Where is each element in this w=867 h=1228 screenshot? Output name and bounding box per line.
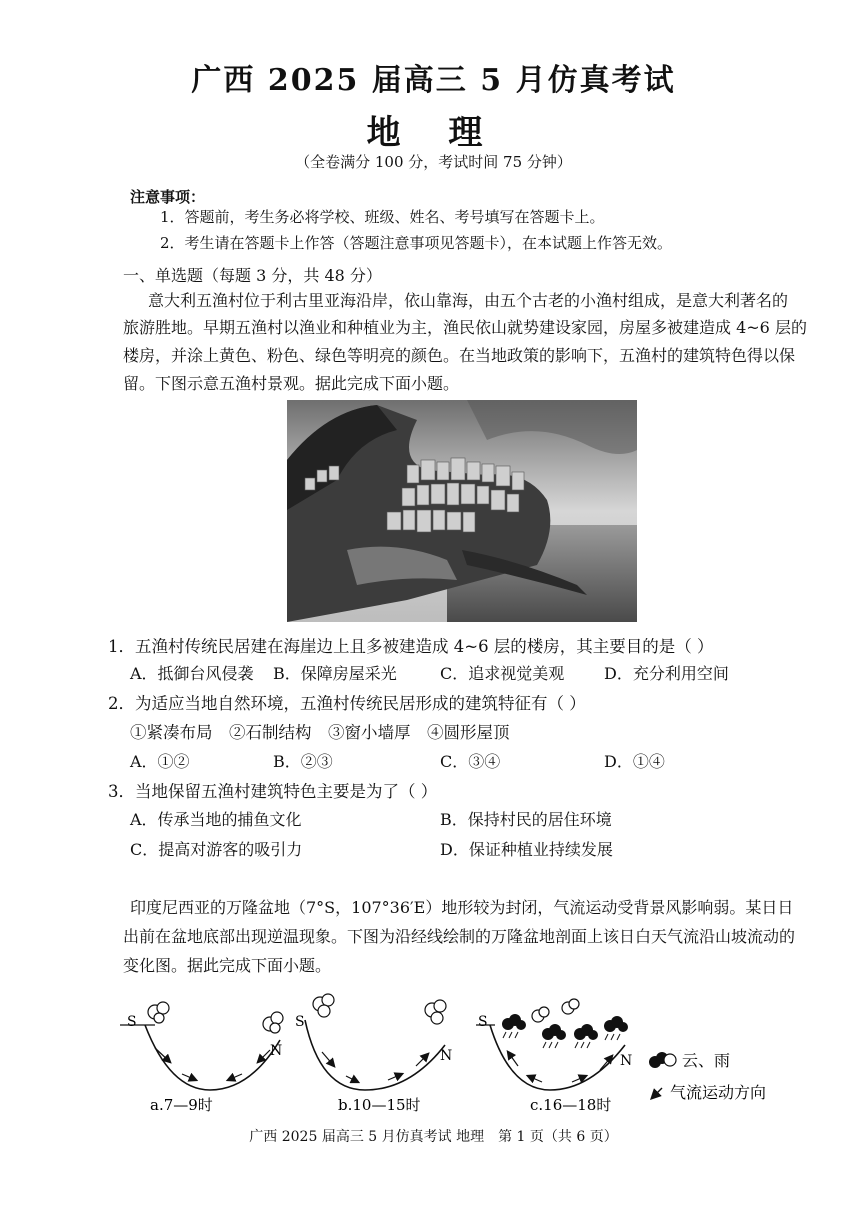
passage2-line-3: 变化图。据此完成下面小题。 <box>123 956 332 975</box>
cloud-rain-legend-icon <box>649 1052 676 1068</box>
north-label-a: N <box>270 1043 283 1059</box>
south-label-b: S <box>295 1014 305 1030</box>
cloud-icon <box>532 999 579 1022</box>
q3-option-d[interactable]: D．保证种植业持续发展 <box>440 840 613 859</box>
notice-item-2: 2．考生请在答题卡上作答（答题注意事项见答题卡），在本试题上作答无效。 <box>160 234 673 252</box>
landscape-illustration <box>287 400 637 622</box>
passage2-line-2: 出前在盆地底部出现逆温现象。下图为沿经线绘制的万隆盆地剖面上该日白天气流沿山坡流动的 <box>123 927 796 946</box>
cloud-icon <box>313 994 446 1024</box>
q3-option-c[interactable]: C．提高对游客的吸引力 <box>130 840 303 859</box>
question-1-stem: 1．五渔村传统民居建在海崖边上且多被建造成 4~6 层的楼房，其主要目的是（ ） <box>108 637 714 656</box>
panel-c <box>476 999 632 1114</box>
q3-option-b[interactable]: B．保持村民的居住环境 <box>440 810 612 829</box>
passage-line-1: 意大利五渔村位于利古里亚海沿岸，依山靠海，由五个古老的小渔村组成，是意大利著名的 <box>148 291 789 310</box>
passage-line-2: 旅游胜地。早期五渔村以渔业和种植业为主，渔民依山就势建设家园，房屋多被建造成 4~6 层的 <box>123 318 807 337</box>
q1-option-c[interactable]: C．追求视觉美观 <box>440 664 565 683</box>
north-label-b: N <box>440 1048 453 1064</box>
page-footer: 广西 2025 届高三 5 月仿真考试 地理 第 1 页（共 6 页） <box>249 1129 618 1145</box>
panel-a-caption: a.7—9时 <box>150 1096 213 1114</box>
q1-option-b[interactable]: B．保障房屋采光 <box>273 664 397 683</box>
q3-option-a[interactable]: A．传承当地的捕鱼文化 <box>130 810 302 829</box>
exam-title: 广西 2025 届高三 5 月仿真考试 <box>191 63 676 98</box>
airflow-diagram <box>110 990 810 1115</box>
panel-a <box>120 1002 283 1114</box>
legend <box>649 1051 766 1102</box>
cinque-terre-photo <box>287 400 637 622</box>
legend-cloud-rain-label: 云、雨 <box>682 1051 731 1070</box>
passage2-line-1: 印度尼西亚的万隆盆地（7°S，107°36′E）地形较为封闭，气流运动受背景风影响弱。某日日 <box>130 898 794 917</box>
legend-airflow-label: 气流运动方向 <box>670 1083 767 1102</box>
passage-line-4: 留。下图示意五渔村景观。据此完成下面小题。 <box>123 374 460 393</box>
q2-features: ①紧凑布局 ②石制结构 ③窗小墙厚 ④圆形屋顶 <box>130 723 510 742</box>
q1-option-d[interactable]: D．充分利用空间 <box>604 664 729 683</box>
q2-option-b[interactable]: B．②③ <box>273 752 333 771</box>
q2-option-a[interactable]: A．①② <box>130 752 190 771</box>
notice-heading: 注意事项： <box>130 188 206 206</box>
subject-title: 地 理 <box>366 113 501 153</box>
arrow-icon <box>652 1088 662 1098</box>
panel-c-caption: c.16—18时 <box>530 1096 612 1114</box>
north-label-c: N <box>620 1053 633 1069</box>
q1-option-a[interactable]: A．抵御台风侵袭 <box>130 664 254 683</box>
panel-b <box>295 994 452 1114</box>
cloud-icon <box>148 1002 283 1033</box>
q2-option-c[interactable]: C．③④ <box>440 752 501 771</box>
q2-option-d[interactable]: D．①④ <box>604 752 665 771</box>
exam-meta: （全卷满分 100 分，考试时间 75 分钟） <box>295 153 572 171</box>
question-2-stem: 2．为适应当地自然环境，五渔村传统民居形成的建筑特征有（ ） <box>108 694 586 713</box>
south-label-a: S <box>127 1014 137 1030</box>
question-3-stem: 3．当地保留五渔村建筑特色主要是为了（ ） <box>108 782 438 801</box>
rain-cloud-icon <box>502 1014 628 1040</box>
south-label-c: S <box>478 1014 488 1030</box>
panel-b-caption: b.10—15时 <box>338 1096 421 1114</box>
passage-line-3: 楼房，并涂上黄色、粉色、绿色等明亮的颜色。在当地政策的影响下，五渔村的建筑特色得以保 <box>123 346 796 365</box>
section-heading: 一、单选题（每题 3 分，共 48 分） <box>123 266 382 285</box>
notice-item-1: 1．答题前，考生务必将学校、班级、姓名、考号填写在答题卡上。 <box>160 208 605 226</box>
